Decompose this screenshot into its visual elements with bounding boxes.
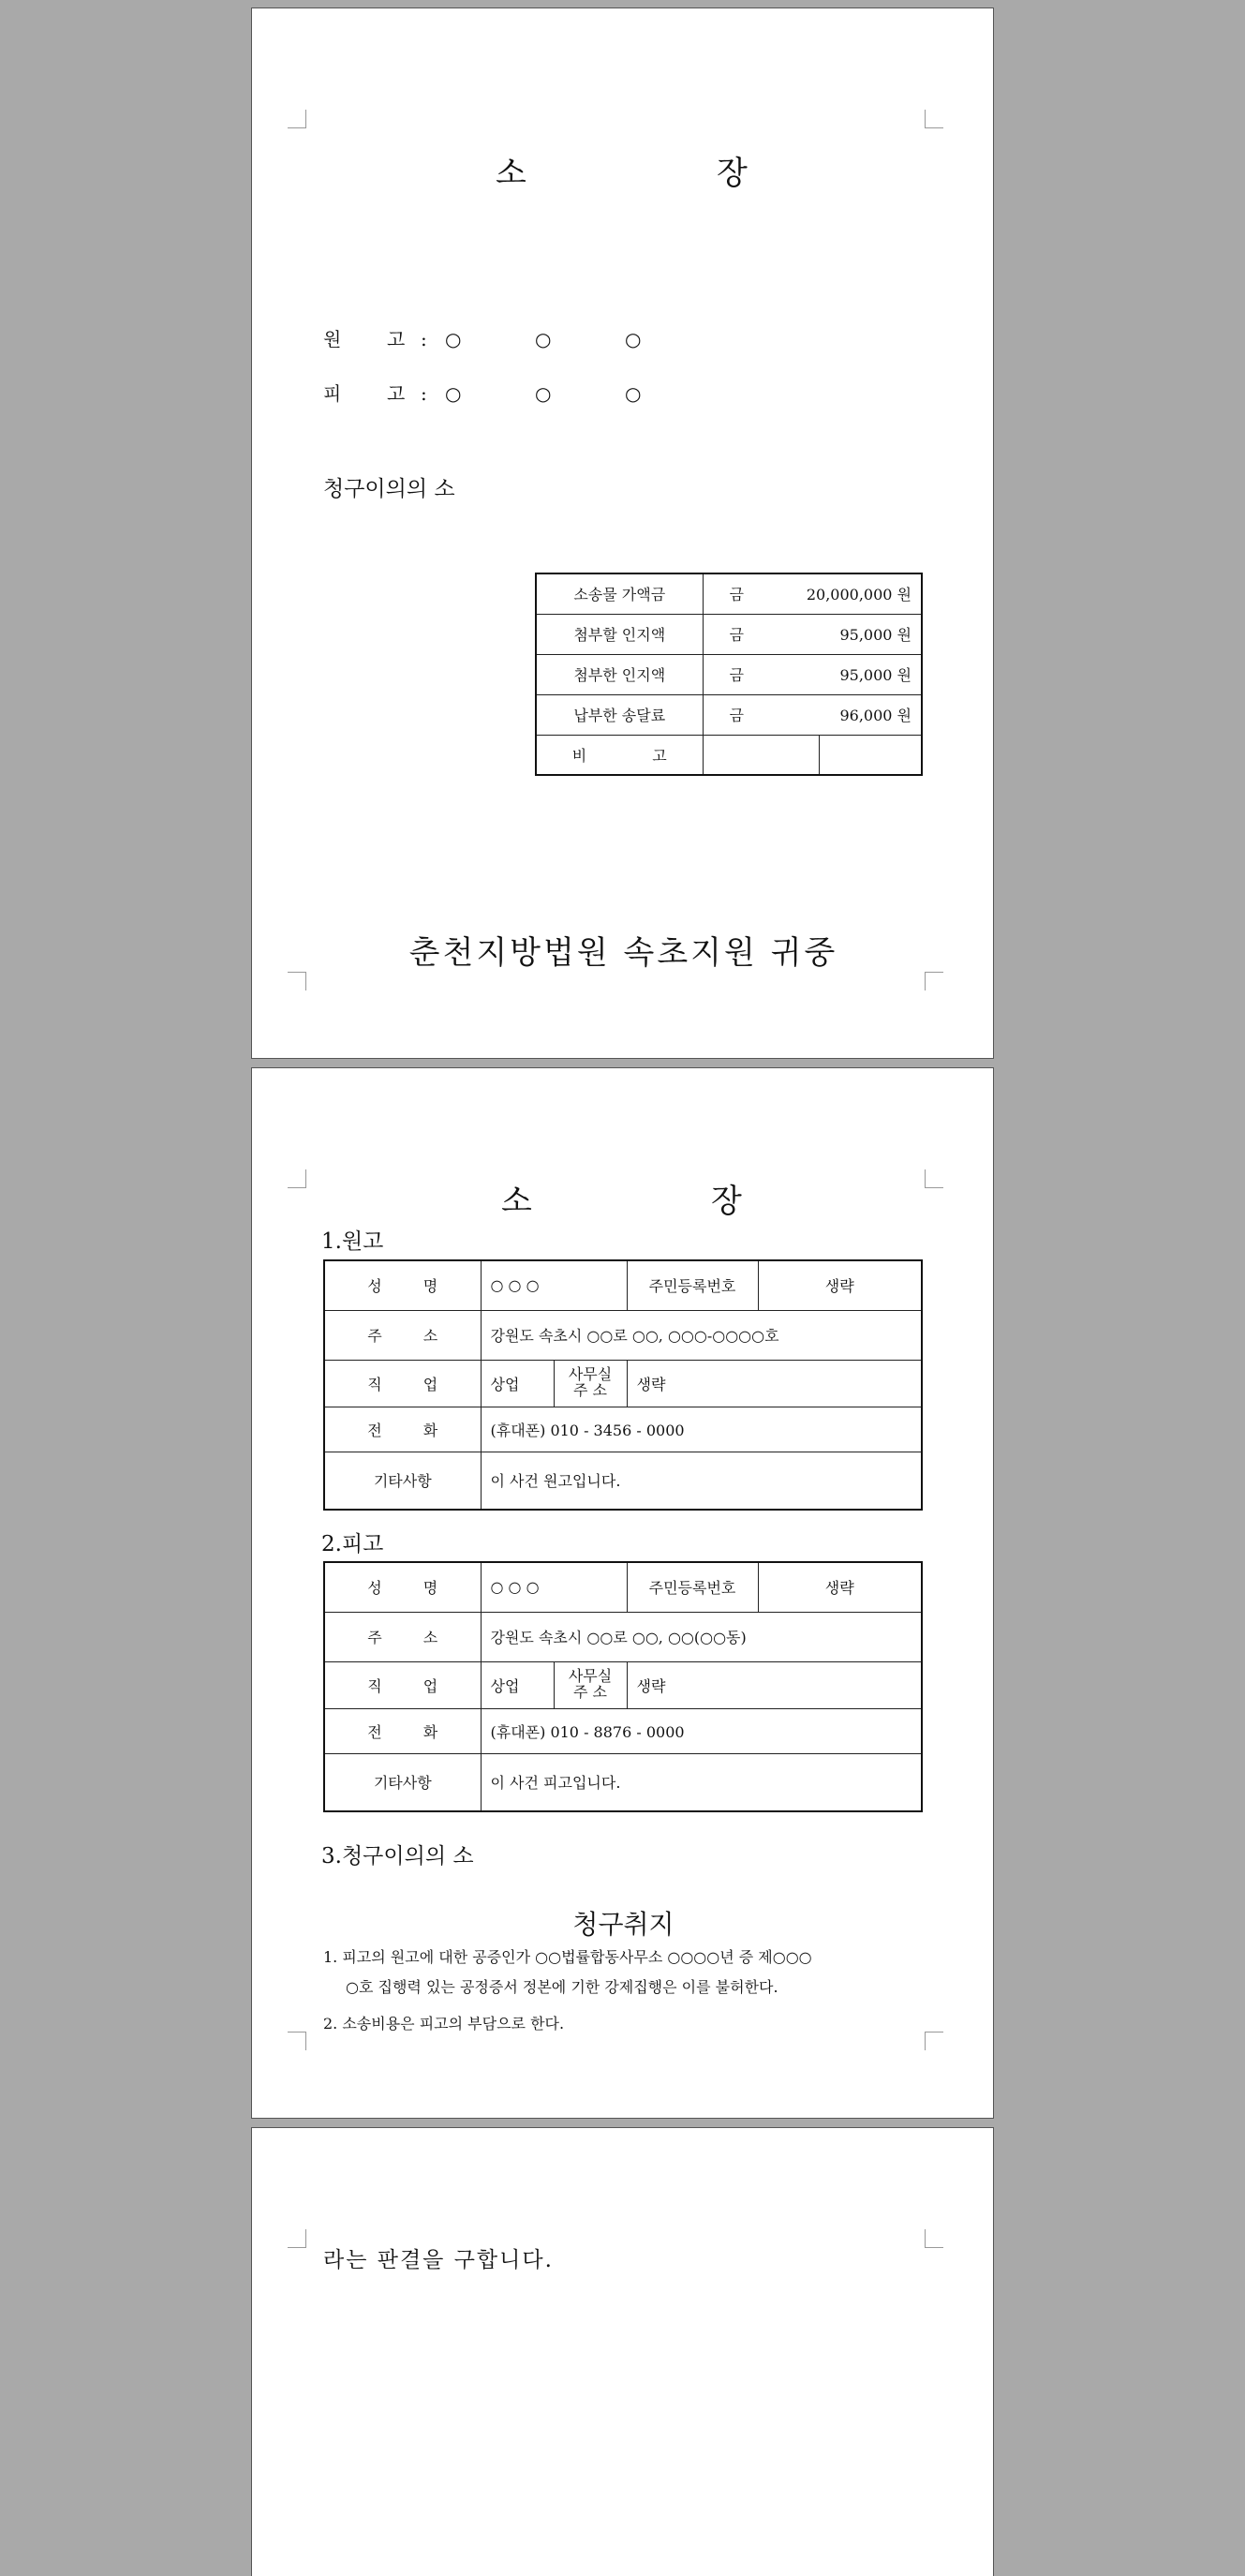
- name-label: [324, 1562, 481, 1612]
- closing-sentence: 라는 판결을 구합니다.: [323, 2248, 554, 2272]
- office-label: [554, 1360, 627, 1407]
- name-label: [324, 1260, 481, 1310]
- defendant-phone: (휴대폰) 010 - 8876 - 0000: [481, 1708, 922, 1753]
- address-label: [324, 1612, 481, 1661]
- fee-number: 95,000: [839, 666, 893, 684]
- fee-label: 납부한 송달료: [536, 694, 703, 735]
- margin-mark: [925, 1169, 943, 1188]
- remarks-label: [536, 735, 703, 775]
- fee-amount: [703, 573, 922, 614]
- defendant-label-a: 피: [323, 382, 343, 405]
- fee-value: [839, 663, 912, 685]
- job-label: [324, 1360, 481, 1407]
- label-char: 소: [422, 1629, 438, 1646]
- rrn-label: 주민등록번호: [627, 1260, 758, 1310]
- remarks-row: [536, 735, 922, 775]
- remarks-label-b: 고: [652, 746, 667, 765]
- table-row: [324, 1310, 922, 1360]
- address-label: [324, 1310, 481, 1360]
- plaintiff-job: 상업: [481, 1360, 554, 1407]
- plaintiff-name-1: ○: [445, 328, 463, 350]
- fee-value: [839, 704, 912, 725]
- fee-table: [535, 573, 923, 776]
- claim-item-1b: ○호 집행력 있는 공정증서 정본에 기한 강제집행은 이를 불허한다.: [346, 1978, 778, 1996]
- label-char: 성: [367, 1579, 382, 1598]
- plaintiff-line: [323, 324, 642, 351]
- fee-prefix: 금: [729, 586, 744, 604]
- fee-unit: 원: [897, 586, 912, 604]
- fee-row: [536, 614, 922, 654]
- fee-label: 첨부할 인지액: [536, 614, 703, 654]
- body-title-left: 소: [501, 1183, 532, 1220]
- label-char: 직: [367, 1676, 382, 1695]
- fee-amount: [703, 694, 922, 735]
- fee-value: [807, 583, 912, 604]
- fee-prefix: 금: [729, 666, 744, 684]
- page-cover: [251, 7, 994, 1059]
- fee-prefix: 금: [729, 626, 744, 644]
- defendant-line: [323, 379, 642, 406]
- cover-title-left: 소: [496, 155, 526, 192]
- plaintiff-note: 이 사건 원고입니다.: [481, 1452, 922, 1510]
- margin-mark: [925, 2032, 943, 2050]
- margin-mark: [288, 110, 306, 128]
- margin-mark: [288, 2032, 306, 2050]
- margin-mark: [288, 2229, 306, 2248]
- fee-row: [536, 694, 922, 735]
- cover-title-right: 장: [717, 155, 748, 192]
- phone-label: [324, 1708, 481, 1753]
- label-char: 업: [422, 1676, 438, 1695]
- claim-title: 청구취지: [572, 1909, 674, 1940]
- body-title-right: 장: [711, 1183, 742, 1220]
- table-row: [324, 1360, 922, 1407]
- label-char: 화: [422, 1421, 438, 1439]
- defendant-name: ○ ○ ○: [481, 1562, 627, 1612]
- plaintiff-phone: (휴대폰) 010 - 3456 - 0000: [481, 1407, 922, 1452]
- label-char: 전: [367, 1722, 382, 1741]
- fee-prefix: 금: [729, 707, 744, 724]
- table-row: [324, 1562, 922, 1612]
- defendant-table: [323, 1561, 923, 1812]
- margin-mark: [288, 972, 306, 990]
- margin-mark: [925, 110, 943, 128]
- defendant-address: 강원도 속초시 ○○로 ○○, ○○(○○동): [481, 1612, 922, 1661]
- claim-item-1a: 1. 피고의 원고에 대한 공증인가 ○○법률합동사무소 ○○○○년 증 제○○○: [323, 1948, 812, 1966]
- plaintiff-table: [323, 1259, 923, 1511]
- office-label: [554, 1661, 627, 1708]
- label-char: 업: [422, 1375, 438, 1393]
- rrn-label: 주민등록번호: [627, 1562, 758, 1612]
- plaintiff-heading: 1.원고: [321, 1229, 384, 1254]
- table-row: [324, 1260, 922, 1310]
- fee-label: 첨부한 인지액: [536, 654, 703, 694]
- label-char: 성: [367, 1277, 382, 1296]
- label-char: 주: [367, 1327, 382, 1345]
- plaintiff-office: 생략: [627, 1360, 922, 1407]
- table-row: [324, 1708, 922, 1753]
- fee-label: 소송물 가액금: [536, 573, 703, 614]
- fee-number: 96,000: [839, 707, 893, 724]
- table-row: [324, 1612, 922, 1661]
- remarks-label-a: 비: [571, 746, 587, 765]
- table-row: [324, 1753, 922, 1811]
- fee-row: [536, 573, 922, 614]
- fee-amount: [703, 614, 922, 654]
- fee-amount: [703, 654, 922, 694]
- defendant-job: 상업: [481, 1661, 554, 1708]
- label-char: 직: [367, 1375, 382, 1393]
- margin-mark: [288, 1169, 306, 1188]
- defendant-office: 생략: [627, 1661, 922, 1708]
- fee-value: [839, 623, 912, 645]
- table-row: [324, 1452, 922, 1510]
- fee-row: [536, 654, 922, 694]
- plaintiff-name-2: ○: [535, 328, 553, 350]
- plaintiff-rrn: 생략: [758, 1260, 922, 1310]
- office-label-2: 주 소: [573, 1683, 607, 1701]
- fee-unit: 원: [897, 626, 912, 644]
- plaintiff-name-3: ○: [625, 328, 643, 350]
- defendant-name-2: ○: [535, 382, 553, 405]
- label-char: 화: [422, 1722, 438, 1741]
- remarks-cell: [819, 735, 922, 775]
- defendant-name-3: ○: [625, 382, 643, 405]
- fee-number: 20,000,000: [806, 586, 893, 604]
- defendant-note: 이 사건 피고입니다.: [481, 1753, 922, 1811]
- job-label: [324, 1661, 481, 1708]
- page-body: [251, 1067, 994, 2119]
- defendant-heading: 2.피고: [321, 1532, 384, 1556]
- defendant-colon: :: [421, 382, 428, 405]
- plaintiff-label-a: 원: [323, 328, 343, 350]
- label-char: 주: [367, 1629, 382, 1646]
- label-char: 명: [422, 1579, 438, 1598]
- fee-number: 95,000: [839, 626, 893, 644]
- table-row: [324, 1407, 922, 1452]
- fee-unit: 원: [897, 707, 912, 724]
- office-label-2: 주 소: [573, 1381, 607, 1399]
- fee-unit: 원: [897, 666, 912, 684]
- office-label-1: 사무실: [568, 1667, 613, 1686]
- plaintiff-name: ○ ○ ○: [481, 1260, 627, 1310]
- case-name: 청구이의의 소: [323, 477, 455, 501]
- plaintiff-label-b: 고: [387, 328, 407, 350]
- defendant-label-b: 고: [387, 382, 407, 405]
- plaintiff-address: 강원도 속초시 ○○로 ○○, ○○○-○○○○호: [481, 1310, 922, 1360]
- court-name: 춘천지방법원 속초지원 귀중: [408, 934, 838, 972]
- plaintiff-colon: :: [421, 328, 428, 350]
- office-label-1: 사무실: [568, 1365, 613, 1384]
- remarks-cell: [703, 735, 819, 775]
- table-row: [324, 1661, 922, 1708]
- claim-item-2: 2. 소송비용은 피고의 부담으로 한다.: [323, 2015, 565, 2033]
- margin-mark: [925, 972, 943, 990]
- defendant-name-1: ○: [445, 382, 463, 405]
- label-char: 소: [422, 1327, 438, 1345]
- phone-label: [324, 1407, 481, 1452]
- defendant-rrn: 생략: [758, 1562, 922, 1612]
- label-char: 전: [367, 1421, 382, 1439]
- margin-mark: [925, 2229, 943, 2248]
- label-char: 명: [422, 1277, 438, 1296]
- page-closing: [251, 2127, 994, 2576]
- etc-label: 기타사항: [324, 1452, 481, 1510]
- claim-heading: 3.청구이의의 소: [321, 1844, 474, 1869]
- etc-label: 기타사항: [324, 1753, 481, 1811]
